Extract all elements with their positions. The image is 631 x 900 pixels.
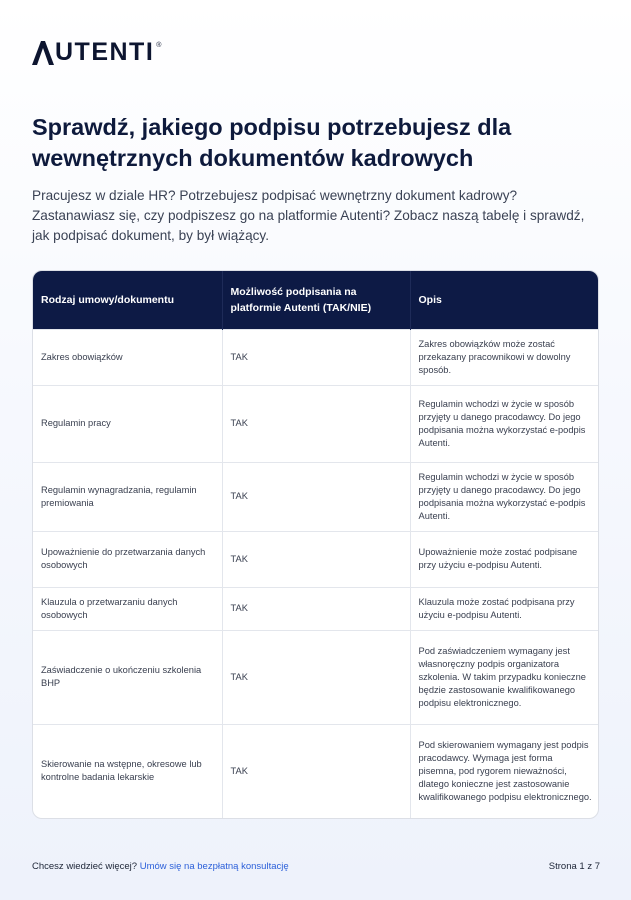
cell-sign: TAK — [222, 462, 410, 531]
cell-document: Zaświadczenie o ukończeniu szkolenia BHP — [33, 630, 222, 724]
cell-sign: TAK — [222, 531, 410, 587]
footer-question: Chcesz wiedzieć więcej? — [32, 861, 138, 872]
cell-document: Regulamin pracy — [33, 385, 222, 462]
cell-description: Upoważnienie może zostać podpisane przy użyciu e-podpisu Autenti. — [410, 531, 599, 587]
logo-registered-mark: ® — [156, 42, 163, 49]
cell-sign: TAK — [222, 587, 410, 630]
intro-line: Pracujesz w dziale HR? Potrzebujesz podpisać wewnętrzny dokument kadrowy? — [32, 188, 518, 203]
cell-document: Skierowanie na wstępne, okresowe lub kontrolne badania lekarskie — [33, 724, 222, 818]
cell-sign: TAK — [222, 329, 410, 385]
cell-description: Regulamin wchodzi w życie w sposób przyjęty u danego pracodawcy. Do jego podpisania można wykorzystać e-podpis Autenti. — [410, 462, 599, 531]
intro-line: jak podpisać dokument, by był wiążący. — [32, 228, 270, 243]
consultation-link[interactable]: Umów się na bezpłatną konsultację — [139, 861, 289, 872]
title-line: Sprawdź, jakiego podpisu potrzebujesz dla — [32, 114, 512, 140]
table-row — [33, 462, 599, 531]
cell-description: Klauzula może zostać podpisana przy użyciu e-podpisu Autenti. — [410, 587, 599, 630]
table-row — [33, 329, 599, 385]
cell-sign: TAK — [222, 630, 410, 724]
signature-table — [32, 270, 599, 819]
intro-paragraph — [32, 186, 602, 246]
table-row — [33, 630, 599, 724]
cell-description: Pod zaświadczeniem wymagany jest własnoręczny podpis organizatora szkolenia. W takim przypadku konieczne będzie zastosowanie kwalifikowanego podpisu elektronicznego. — [410, 630, 599, 724]
cell-description: Zakres obowiązków może zostać przekazany pracownikowi w dowolny sposób. — [410, 329, 599, 385]
table-row — [33, 385, 599, 462]
header-sign-possibility: Możliwość podpisania na platformie Autenti (TAK/NIE) — [222, 271, 410, 329]
cell-description: Pod skierowaniem wymagany jest podpis pracodawcy. Wymaga jest forma pisemna, pod rygorem nieważności, dlatego konieczne jest zastosowanie kwalifikowanego podpisu elektronicznego. — [410, 724, 599, 818]
intro-line: Zastanawiasz się, czy podpiszesz go na platformie Autenti? Zobacz naszą tabelę i sprawdź, — [32, 208, 585, 223]
cell-sign: TAK — [222, 385, 410, 462]
table-row — [33, 587, 599, 630]
cell-document: Klauzula o przetwarzaniu danych osobowych — [33, 587, 222, 630]
footer-contact — [32, 861, 289, 872]
logo-a-icon — [32, 41, 54, 65]
header-document-type: Rodzaj umowy/dokumentu — [33, 271, 222, 329]
cell-sign: TAK — [222, 724, 410, 818]
page-title — [32, 112, 602, 174]
logo-wordmark: UTENTI — [55, 38, 155, 66]
table-row — [33, 531, 599, 587]
cell-document: Zakres obowiązków — [33, 329, 222, 385]
table-row — [33, 724, 599, 818]
page-number: Strona 1 z 7 — [548, 861, 600, 872]
header-description: Opis — [410, 271, 599, 329]
table-header-row — [33, 271, 599, 329]
autenti-logo[interactable] — [32, 40, 163, 65]
cell-description: Regulamin wchodzi w życie w sposób przyjęty u danego pracodawcy. Do jego podpisania można wykorzystać e-podpis Autenti. — [410, 385, 599, 462]
cell-document: Upoważnienie do przetwarzania danych osobowych — [33, 531, 222, 587]
cell-document: Regulamin wynagradzania, regulamin premiowania — [33, 462, 222, 531]
title-line: wewnętrznych dokumentów kadrowych — [32, 145, 474, 171]
